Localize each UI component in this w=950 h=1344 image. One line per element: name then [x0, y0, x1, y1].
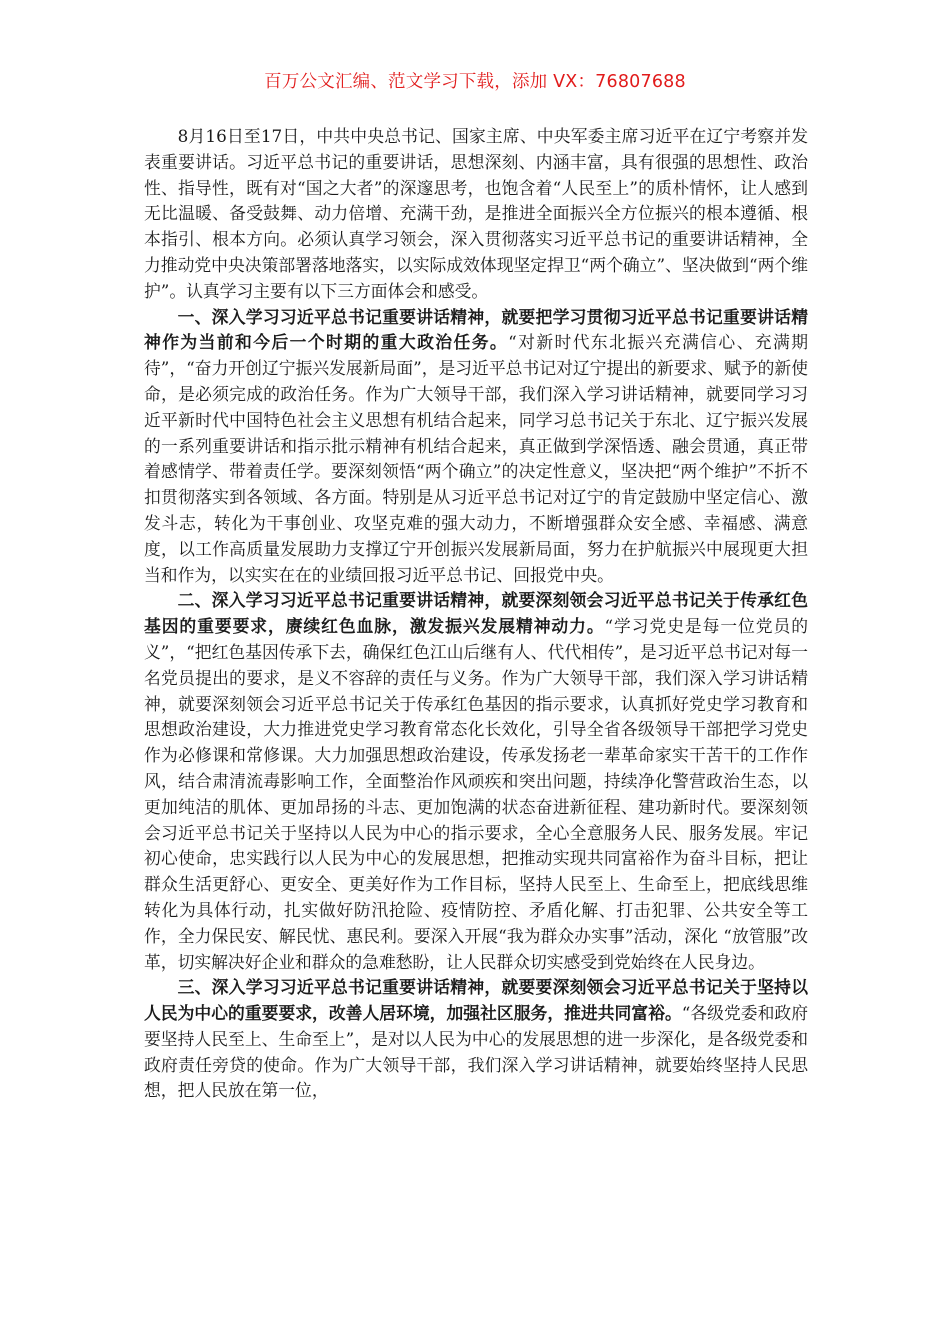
paragraph-text: “各级党委和政府要坚持人民至上、生命至上”，是对以人民为中心的发展思想的进一步深化，是各级党委和政府责任旁贷的使命。作为广大领导干部，我们深入学习讲话精神，就要始终坚持人民思想，把人民放在第一位， — [144, 1003, 808, 1101]
paragraph-text: “学习党史是每一位党员的义”，“把红色基因传承下去，确保红色江山后继有人、代代相传”，是习近平总书记对每一名党员提出的要求，是义不容辞的责任与义务。作为广大领导干部，我们深入学习讲话精神，就要深刻领会习近平总书记关于传承红色基因的指示要求，认真抓好党史学习教育和思想政治建设，大力推进党史学习教育常态化长效化，引导全省各级领导干部把学习党史作为必修课和常修课。大力加强思想政治建设，传承发扬老一辈革命家实干苦干的工作作风，结合肃清流毒影响工作，全面整治作风顽疾和突出问题，持续净化警营政治生态，以更加纯洁的肌体、更加昂扬的斗志、更加饱满的状态奋进新征程、建功新时代。要深刻领会习近平总书记关于坚持以人民为中心的指示要求，全心全意服务人民、服务发展。牢记初心使命，忠实践行以人民为中心的发展思想，把推动实现共同富裕作为奋斗目标，把让群众生活更舒心、更安全、更美好作为工作目标，坚持人民至上、生命至上，把底线思维转化为具体行动，扎实做好防汛抢险、疫情防控、矛盾化解、打击犯罪、公共安全等工作，全力保民安、解民忧、惠民利。要深入开展“我为群众办实事”活动，深化 “放管服”改革，切实解决好企业和群众的急难愁盼，让人民群众切实感受到党始终在人民身边。 — [144, 616, 808, 972]
document-body — [144, 124, 808, 1104]
section-heading: 一、深入学习习近平总书记重要讲话精神，就要把学习贯彻习近平总书记重要讲话精神作为当前和今后一个时期的重大政治任务。 — [144, 306, 808, 353]
paragraph-text: 8月16日至17日，中共中央总书记、国家主席、中央军委主席习近平在辽宁考察并发表重要讲话。习近平总书记的重要讲话，思想深刻、内涵丰富，具有很强的思想性、政治性、指导性，既有对“国之大者”的深邃思考，也饱含着“人民至上”的质朴情怀，让人感到无比温暖、备受鼓舞、动力倍增、充满干劲，是推进全面振兴全方位振兴的根本遵循、根本指引、根本方向。必须认真学习领会，深入贯彻落实习近平总书记的重要讲话精神，全力推动党中央决策部署落地落实，以实际成效体现坚定捍卫“两个确立”、坚决做到“两个维护”。认真学习主要有以下三方面体会和感受。 — [144, 126, 808, 301]
paragraph-section-3 — [144, 975, 808, 1104]
paragraph-text: “对新时代东北振兴充满信心、充满期待”，“奋力开创辽宁振兴发展新局面”，是习近平总书记对辽宁提出的新要求、赋予的新使命，是必须完成的政治任务。作为广大领导干部，我们深入学习讲话精神，就要同学习习近平新时代中国特色社会主义思想有机结合起来，同学习总书记关于东北、辽宁振兴发展的一系列重要讲话和指示批示精神有机结合起来，真正做到学深悟透、融会贯通，真正带着感情学、带着责任学。要深刻领悟“两个确立”的决定性意义，坚决把“两个维护”不折不扣贯彻落实到各领域、各方面。特别是从习近平总书记对辽宁的肯定鼓励中坚定信心、激发斗志，转化为干事创业、攻坚克难的强大动力，不断增强群众安全感、幸福感、满意度，以工作高质量发展助力支撑辽宁开创振兴发展新局面，努力在护航振兴中展现更大担当和作为，以实实在在的业绩回报习近平总书记、回报党中央。 — [144, 332, 808, 585]
section-heading: 三、深入学习习近平总书记重要讲话精神，就要要深刻领会习近平总书记关于坚持以人民为中心的重要要求，改善人居环境，加强社区服务，推进共同富裕。 — [144, 977, 808, 1024]
paragraph-intro — [144, 124, 808, 305]
paragraph-section-2 — [144, 588, 808, 975]
section-heading: 二、深入学习习近平总书记重要讲话精神，就要深刻领会习近平总书记关于传承红色基因的重要要求，赓续红色血脉，激发振兴发展精神动力。 — [144, 590, 808, 637]
header-banner: 百万公文汇编、范文学习下载，添加 VX：76807688 — [264, 72, 686, 92]
paragraph-section-1 — [144, 305, 808, 589]
